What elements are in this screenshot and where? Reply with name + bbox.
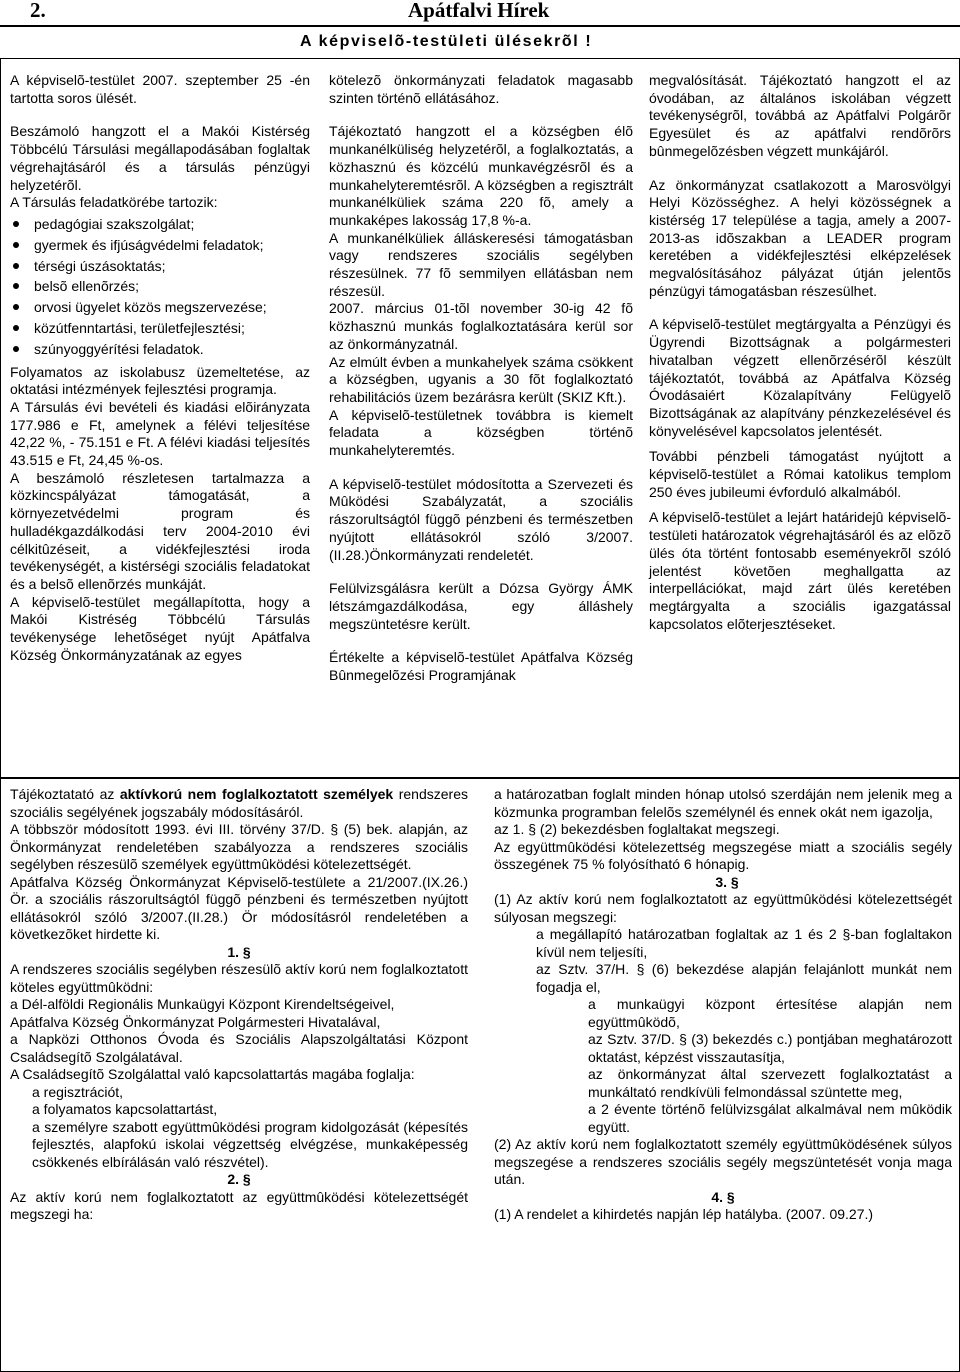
paragraph: Folyamatos az iskolabusz üzemeltetése, az oktatási intézmények fejlesztési programja.: [10, 363, 310, 398]
paragraph: Tájékoztató hangzott el a községben élõ munkanélküliség helyzetérõl, a foglalkoztatás, a közhasznú és közcélú munkavégzésrõl és a munkahelyteremtésrõl. A községben a regisztrált munkanélküliek száma 220 fõ, amely a munkaképes lakosság 17,8 %-a.: [329, 123, 633, 228]
paragraph: megvalósítását. Tájékoztató hangzott el az óvodában, az általános iskolában végzett tevékenységrõl, továbbá az Apátfalvi Polgárõr Egyesület és az apátfalvi rendõrõrs bûnmegelõzésben végzett munkájáról.: [649, 72, 951, 159]
newspaper-title: Apátfalvi Hírek: [408, 0, 550, 22]
task-list: [10, 214, 310, 360]
paragraph: A többször módosított 1993. évi III. törvény 37/D. § (5) bek. alapján, az Önkormányzat rendeletében szabályozza a rendszeres szociális segélyben részesülõ személyek együttmûködési kötelezettségét.: [10, 821, 468, 872]
intro-text: rendszeres szociális segélyének jogszabály módosításáról.: [10, 786, 468, 820]
paragraph: A képviselõ-testület módosította a Szervezeti és Mûködési Szabályzatát, a szociális rászorultságtól függõ pénzbeni és természetben nyújtott ellátásokról szóló 3/2007. (II.28.)Önkormányzati rendeletét.: [329, 475, 633, 563]
section-heading: 2. §: [227, 1171, 251, 1187]
column-3: [649, 72, 951, 633]
list-item: gyermek és ifjúságvédelmi feladatok;: [10, 235, 310, 256]
regulation-right-column: [494, 786, 952, 1224]
section-title: A képviselõ-testületi ülésekrõl !: [300, 33, 593, 50]
paragraph: (1) Az aktív korú nem foglalkoztatott az együttmûködési kötelezettségét súlyosan megszegi:: [494, 891, 952, 925]
list-item: orvosi ügyelet közös megszervezése;: [10, 297, 310, 318]
intro-bold-text: aktívkorú nem foglalkoztatott személyek: [119, 786, 394, 802]
paragraph: A képviselõ-testület 2007. szeptember 25 -én tartotta soros ülését.: [10, 72, 310, 106]
paragraph: (2) Az aktív korú nem foglalkoztatott személy együttmûködésének súlyos megszegése a rendszeres szociális segély megszüntetését vonja maga után.: [494, 1136, 952, 1187]
paragraph: A beszámoló részletesen tartalmazza a közkincspályázat támogatását, a környezetvédelmi program és hulladékgazdálkodási terv 2004-2010 évi célkitûzéseit, a vidékfejlesztési iroda tevékenységét, a kistérségi szociális feladatokat és a belsõ ellenõrzés munkáját.: [10, 469, 310, 592]
column-1: [10, 72, 310, 664]
paragraph: Beszámoló hangzott el a Makói Kistérség Többcélú Társulási megállapodásában foglaltak végrehajtásáról és a társulás pénzügyi helyzetérõl.: [10, 123, 310, 193]
paragraph: További pénzbeli támogatást nyújtott a képviselõ-testület a Római katolikus templom 250 éves jubileumi évforduló alkalmából.: [649, 448, 951, 500]
list-item: a Napközi Otthonos Óvoda és Szociális Alapszolgáltatási Központ Családsegítõ Szolgálatával.: [10, 1031, 468, 1065]
intro-paragraph: [10, 786, 468, 821]
list-item: közútfenntartási, területfejlesztési;: [10, 318, 310, 339]
page-header: [0, 0, 960, 30]
section-heading: 1. §: [227, 943, 251, 960]
list-item: az Sztv. 37/H. § (6) bekezdése alapján felajánlott munkát nem fogadja el,: [536, 961, 952, 995]
paragraph: Felülvizsgálásra került a Dózsa György ÁMK létszámgazdálkodása, egy álláshely megszüntetésre került.: [329, 580, 633, 632]
paragraph: A Társulás feladatkörébe tartozik:: [10, 194, 218, 211]
paragraph: A Családsegítõ Szolgálattal való kapcsolattartás magába foglalja:: [10, 1066, 415, 1082]
list-item: Apátfalva Község Önkormányzat Polgármesteri Hivatalával,: [10, 1013, 381, 1030]
intro-text: Tájékoztatató az: [10, 786, 120, 802]
paragraph: Az aktív korú nem foglalkoztatott az együttmûködési kötelezettségét megszegi ha:: [10, 1188, 468, 1222]
list-item: a Dél-alföldi Regionális Munkaügyi Központ Kirendeltségeivel,: [10, 996, 395, 1012]
paragraph: Az elmúlt évben a munkahelyek száma csökkent a községben, ugyanis a 30 fõt foglalkoztató rehabilitációs üzem bezárásra került (SKIZ Kft.).: [329, 353, 633, 405]
regulation-left-column: [10, 786, 468, 1224]
list-item: pedagógiai szakszolgálat;: [10, 214, 310, 235]
paragraph: (1) A rendelet a kihirdetés napján lép hatályba. (2007. 09.27.): [494, 1206, 874, 1222]
paragraph: Az önkormányzat csatlakozott a Marosvölgyi Helyi Közösséghez. A helyi közösségnek a kistérség 17 települése a tagja, amely a 2007-2013-as idõszakban a LEADER program keretében a vidékfejlesztési elképzelések megvalósításához pályázat útján jelentõs pénzügyi támogatásban részesülhet.: [649, 176, 951, 299]
page-number: 2.: [30, 0, 46, 22]
paragraph: A rendszeres szociális segélyben részesülõ aktív korú nem foglalkoztatott köteles együttmûködni:: [10, 961, 468, 995]
paragraph: Az együttmûködési kötelezettség megszegése miatt a szociális segély összegének 75 % folyósítható 6 hónapig.: [494, 838, 952, 872]
list-item: a megállapító határozatban foglaltak az 1 és 2 §-ban foglaltakon kívül nem teljesíti,: [536, 926, 952, 960]
list-item: az önkormányzat által szervezett foglalkoztatást a munkáltató rendkívüli felmondással szüntette meg,: [588, 1066, 952, 1100]
paragraph: Értékelte a képviselõ-testület Apátfalva Község Bûnmegelõzési Programjának: [329, 649, 633, 684]
paragraph: az 1. § (2) bekezdésben foglaltakat megszegi.: [494, 821, 780, 837]
paragraph: a határozatban foglalt minden hónap utolsó szerdáján nem jelenik meg a közmunka programban felelõs személynél és ennek okát nem igazolja,: [494, 786, 952, 820]
paragraph: A Társulás évi bevételi és kiadási elõirányzata 177.986 e Ft, amelynek a félévi teljesítése 42,22 %, - 75.151 e Ft. A félévi kiadási teljesítés 43.515 e Ft, 24,45 %-os.: [10, 398, 310, 469]
paragraph: A képviselõ-testület a lejárt határidejû képviselõ-testületi határozatok végrehajtásáról és az elõzõ ülés óta történt fontosabb eseményekrõl szóló jelentést követõen meghallgatta az interpellációkat, majd zárt ülés keretében megtárgyalta a szociális igazgatással kapcsolatos elõterjesztéseket.: [649, 509, 951, 632]
header-rule: [0, 25, 960, 27]
list-item: a személyre szabott együttmûködési program kidolgozását (képesítés fejlesztés, alapfokú iskolai végzettség elvégzése, munkaképesség csökkenés elbírálásán való részvétel).: [32, 1118, 468, 1170]
paragraph: A munkanélküliek álláskeresési támogatásban vagy rendszeres szociális segélyben részesülnek. 77 fõ semmilyen ellátásban nem részesül.: [329, 229, 633, 299]
list-item: belsõ ellenõrzés;: [10, 276, 310, 297]
paragraph: Apátfalva Község Önkormányzat Képviselõ-testülete a 21/2007.(IX.26.) Ör. a szociális rászorultságtól függõ pénzbeni és természetben nyújtott ellátásokról szóló 3/2007.(II.28.) Ör módosításról rendeletében a következõket hirdette ki.: [10, 873, 468, 942]
list-item: szúnyoggyérítési feladatok.: [10, 339, 310, 360]
list-item: a regisztrációt,: [32, 1083, 124, 1100]
paragraph: kötelezõ önkormányzati feladatok magasabb szinten történõ ellátásához.: [329, 72, 633, 106]
paragraph: A képviselõ-testületnek továbbra is kiemelt feladata a községben történõ munkahelyteremtés.: [329, 406, 633, 459]
paragraph: 2007. március 01-tõl november 30-ig 42 fõ közhasznú munkás foglalkoztatására kerül sor az önkormányzatnál.: [329, 300, 633, 352]
paragraph: A képviselõ-testület megtárgyalta a Pénzügyi és Ügyrendi Bizottságnak a polgármesteri hivatalban végzett ellenõrzésérõl készült tájékoztatót, továbbá az Apátfalva Község Óvodásaiért Közalapítvány Felügyelõ Bizottságának az alapítvány pénzkezelésével és könyvelésével kapcsolatos jelentését.: [649, 316, 951, 439]
list-item: az Sztv. 37/D. § (3) bekezdés c.) pontjában meghatározott oktatást, képzést visszautasítja,: [588, 1031, 952, 1065]
paragraph: A képviselõ-testület megállapította, hogy a Makói Kistréség Többcélú Társulás tevékenysége lehetõséget nyújt Apátfalva Község Önkormányzatának az egyes: [10, 593, 310, 663]
section-heading: 4. §: [711, 1188, 735, 1205]
section-heading: 3. §: [715, 873, 739, 890]
list-item: térségi úszásoktatás;: [10, 256, 310, 277]
list-item: a folyamatos kapcsolattartást,: [32, 1101, 218, 1117]
list-item: a munkaügyi központ értesítése alapján nem együttmûködõ,: [588, 996, 952, 1030]
column-2: [329, 72, 633, 685]
list-item: a 2 évente történõ felülvizsgálat alkalmával nem mûködik együtt.: [588, 1101, 952, 1135]
